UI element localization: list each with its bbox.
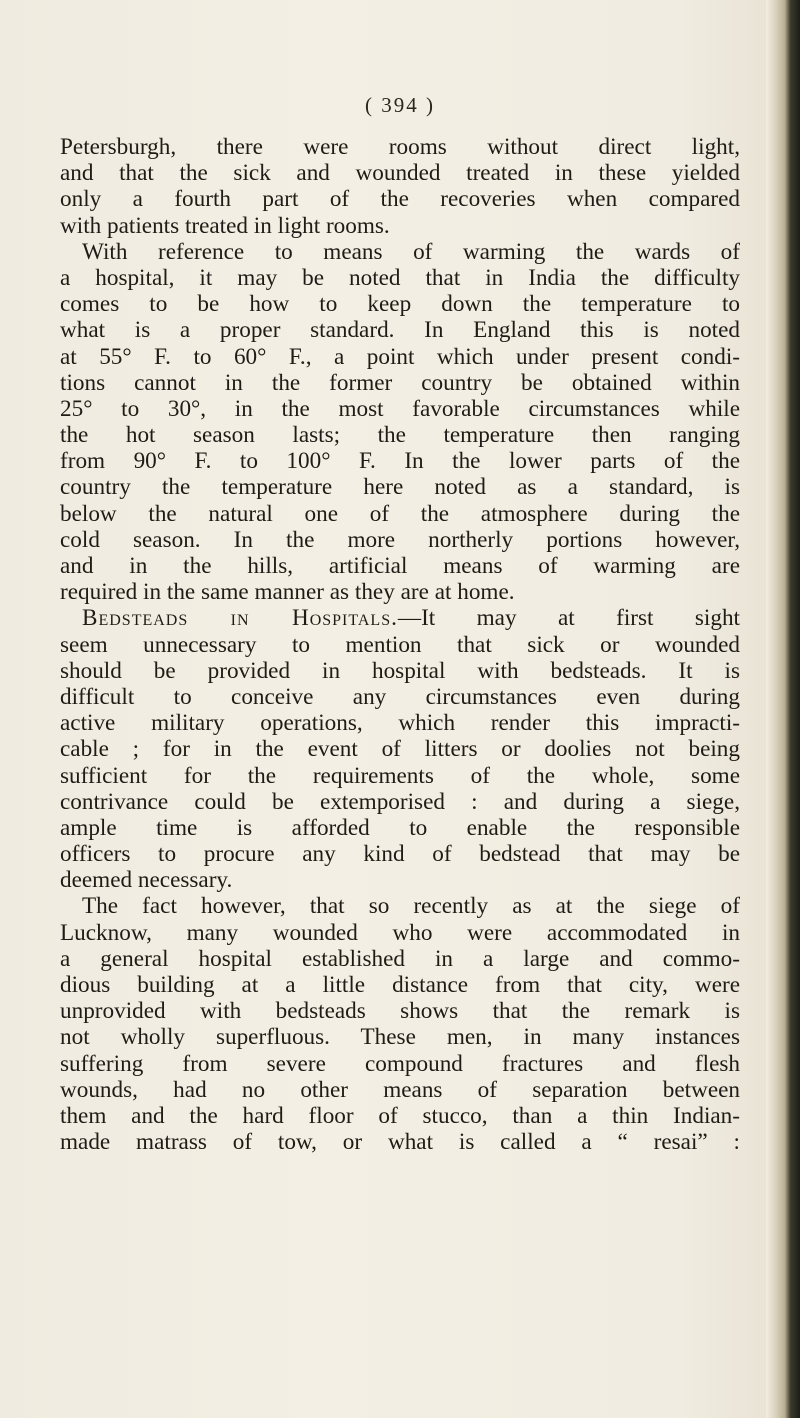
- text-line: not wholly superfluous. These men, in many instances: [60, 1024, 740, 1051]
- text-line: what is a proper standard. In England this is noted: [60, 317, 740, 344]
- text-line: suffering from severe compound fractures and flesh: [60, 1050, 740, 1077]
- text-line: a hospital, it may be noted that in India the difficulty: [60, 264, 740, 291]
- text-line: required in the same manner as they are at home.: [60, 579, 515, 606]
- section-heading: Bedsteads in Hospitals.: [82, 605, 398, 632]
- text-line: wounds, had no other means of separation between: [60, 1076, 740, 1103]
- body-text: [60, 134, 740, 1155]
- section-heading-continuation: —It may at first sight: [397, 605, 740, 632]
- text-line: Lucknow, many wounded who were accommodated in: [60, 919, 740, 946]
- text-line: active military operations, which render this impracti-: [60, 710, 740, 737]
- text-line: them and the hard floor of stucco, than a thin Indian-: [60, 1102, 740, 1129]
- paragraph-start-line: The fact however, that so recently as at the siege of: [82, 893, 740, 920]
- text-line: seem unnecessary to mention that sick or wounded: [60, 631, 740, 658]
- text-line: made matrass of tow, or what is called a “ resai” :: [60, 1129, 740, 1156]
- text-line: should be provided in hospital with bedsteads. It is: [60, 657, 740, 684]
- text-line: unprovided with bedsteads shows that the remark is: [60, 998, 740, 1025]
- paragraph-start-line: With reference to means of warming the wards of: [82, 238, 740, 265]
- text-line: below the natural one of the atmosphere during the: [60, 500, 740, 527]
- text-line: deemed necessary.: [60, 867, 233, 894]
- text-line: only a fourth part of the recoveries when compared: [60, 186, 740, 213]
- text-line: contrivance could be extemporised : and during a siege,: [60, 788, 740, 815]
- text-line: ample time is afforded to enable the responsible: [60, 814, 740, 841]
- text-line: country the temperature here noted as a standard, is: [60, 474, 740, 501]
- section-heading-line: [60, 605, 740, 631]
- text-line: cold season. In the more northerly portions however,: [60, 526, 740, 553]
- text-line: and in the hills, artificial means of warming are: [60, 553, 740, 579]
- text-line: comes to be how to keep down the temperature to: [60, 291, 740, 318]
- page-number: ( 394 ): [365, 93, 435, 117]
- text-line: 25° to 30°, in the most favorable circumstances while: [60, 395, 740, 422]
- text-line: difficult to conceive any circumstances even during: [60, 683, 740, 710]
- text-line: a general hospital established in a large and commo-: [60, 945, 740, 972]
- text-line: officers to procure any kind of bedstead that may be: [60, 841, 740, 868]
- text-line: sufficient for the requirements of the whole, some: [60, 762, 740, 789]
- text-line: cable ; for in the event of litters or doolies not being: [60, 736, 740, 763]
- text-line: from 90° F. to 100° F. In the lower parts of the: [60, 448, 740, 475]
- text-line: and that the sick and wounded treated in these yielded: [60, 160, 740, 187]
- text-line: tions cannot in the former country be obtained within: [60, 369, 740, 396]
- text-line: with patients treated in light rooms.: [60, 212, 390, 239]
- text-line: dious building at a little distance from that city, were: [60, 972, 740, 998]
- text-line: the hot season lasts; the temperature then ranging: [60, 422, 740, 449]
- text-line: at 55° F. to 60° F., a point which under present condi-: [60, 343, 740, 370]
- text-line: Petersburgh, there were rooms without direct light,: [60, 134, 740, 160]
- book-binding-edge: [766, 0, 800, 1418]
